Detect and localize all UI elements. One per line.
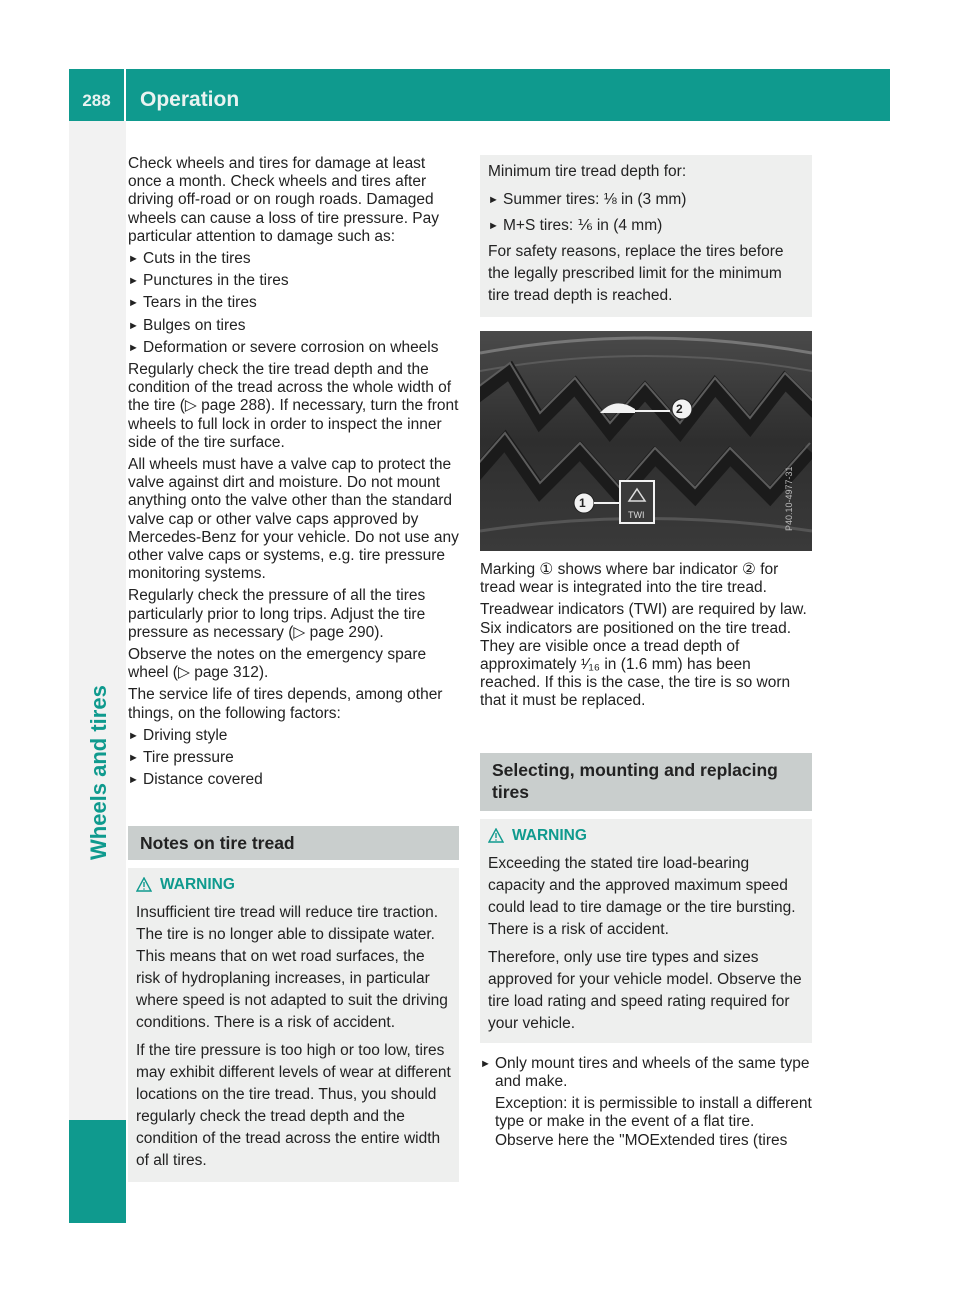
intro-paragraph: Check wheels and tires for damage at least once a month. Check wheels and tires after driving off-road or on rough roads. Damaged wheels can cause a loss of tire pressure. Pay particular attention to damage such as:: [128, 155, 440, 245]
selecting-heading: Selecting, mounting and replacing tires: [480, 753, 812, 811]
spare-paragraph: Observe the notes on the emergency spare wheel (▷ page 312).: [128, 646, 427, 682]
warning-icon: [136, 877, 152, 892]
warning-text: Insufficient tire tread will reduce tire traction. The tire is no longer able to dissipate water. This means that on wet road surfaces, the risk of hydroplaning increases, in particular where speed is not adapted to suit the driving conditions. There is a risk of accident.: [136, 903, 448, 1031]
bullet-icon: ►: [128, 319, 139, 332]
bullet-icon: ►: [128, 774, 139, 787]
bullet-icon: ►: [488, 220, 499, 232]
check-paragraph: Regularly check the tire tread depth and the condition of the tread across the whole width of the tire (▷ page 288). If necessary, turn the front wheels to full lock in order to inspect the inner side of the tire surface.: [128, 361, 459, 451]
list-item: ► Summer tires: ⅛ in (3 mm): [488, 189, 804, 211]
warning-label: WARNING: [160, 875, 235, 893]
selecting-warning: [480, 819, 812, 1043]
warning-text: Therefore, only use tire types and sizes approved for your vehicle model. Observe the tire load rating and speed rating required for your vehicle.: [488, 948, 802, 1032]
tread-warning: [128, 868, 459, 1182]
right-column: [480, 155, 812, 1154]
list-item: ► Distance covered: [128, 771, 263, 789]
left-column: [128, 155, 459, 1182]
twi-paragraph: Treadwear indicators (TWI) are required by law. Six indicators are positioned on the tire tread. They are visible once a tread depth of approximately ¹⁄₁₆ in (1.6 mm) has been reached. If this is the case, the tire is so worn that it must be replaced.: [480, 601, 807, 710]
bullet-icon: ►: [488, 194, 499, 206]
page-header: [69, 69, 890, 121]
life-paragraph: The service life of tires depends, among other things, on the following factors:: [128, 686, 443, 722]
section-title: Operation: [140, 88, 240, 111]
chapter-tab: [69, 1120, 126, 1223]
list-item: ► M+S tires: ⅙ in (4 mm): [488, 215, 804, 237]
bullet-icon: ►: [128, 297, 139, 310]
callout-1: 1: [579, 496, 586, 510]
bullet-icon: ►: [128, 752, 139, 765]
list-item: ► Bulges on tires: [128, 316, 246, 334]
tire-tread-image: [480, 331, 812, 551]
valve-paragraph: All wheels must have a valve cap to protect the valve against dirt and moisture. Do not mount anything onto the valve other than the standard valve cap or other valve caps approved by Mercedes-Benz for your vehicle. Do not use any other valve caps or systems, e.g. tire pressure monitoring systems.: [128, 456, 459, 583]
twi-marker-text: TWI: [628, 510, 645, 520]
list-item: ► Only mount tires and wheels of the same type and make. Exception: it is permissible to install a different type or make in the event of a flat tire. Observe here the "MOExtended tires (tires: [480, 1054, 812, 1149]
list-item: ► Driving style: [128, 726, 228, 744]
list-item: ► Tears in the tires: [128, 294, 257, 312]
callout-2: 2: [676, 402, 683, 416]
damage-list: [128, 250, 459, 357]
marking-paragraph: Marking ① shows where bar indicator ② for tread wear is integrated into the tire tread.: [480, 561, 779, 597]
bullet-icon: ►: [128, 729, 139, 742]
bullet-icon: ►: [128, 253, 139, 266]
list-item: ► Punctures in the tires: [128, 272, 289, 290]
pressure-paragraph: Regularly check the pressure of all the tires particularly prior to long trips. Adjust the tire pressure as necessary (▷ page 290).: [128, 587, 426, 641]
factor-list: [128, 727, 459, 790]
tire-tread-illustration: [480, 331, 812, 551]
list-item: ► Cuts in the tires: [128, 250, 251, 268]
tread-heading: Notes on tire tread: [128, 826, 459, 860]
image-code: P40.10-4977-31: [784, 466, 794, 531]
warning-label: WARNING: [512, 826, 587, 844]
page-number: 288: [69, 69, 126, 121]
warning-text: If the tire pressure is too high or too low, tires may exhibit different levels of wear at different locations on the tire tread. Thus, you should regularly check the tread depth and the condition of the tread across the entire width of all tires.: [136, 1041, 451, 1169]
min-depth-title: Minimum tire tread depth for:: [488, 163, 687, 180]
list-item: ► Tire pressure: [128, 749, 234, 767]
mount-list: [480, 1055, 812, 1150]
min-depth-box: [480, 155, 812, 317]
chapter-label: Wheels and tires: [86, 685, 111, 860]
bullet-icon: ►: [480, 1057, 491, 1070]
warning-icon: [488, 828, 504, 843]
warning-text: Exceeding the stated tire load-bearing capacity and the approved maximum speed could lead to tire damage or the tire bursting. There is a risk of accident.: [488, 854, 796, 938]
list-item: ► Deformation or severe corrosion on wheels: [128, 338, 439, 356]
bullet-icon: ►: [128, 341, 139, 354]
bullet-icon: ►: [128, 275, 139, 288]
exception-text: Exception: it is permissible to install a different type or make in the event of a flat tire. Observe here the "MOExtended tires (tires: [495, 1095, 812, 1149]
min-depth-note: For safety reasons, replace the tires before the legally prescribed limit for the minimum tire tread depth is reached.: [488, 243, 784, 304]
